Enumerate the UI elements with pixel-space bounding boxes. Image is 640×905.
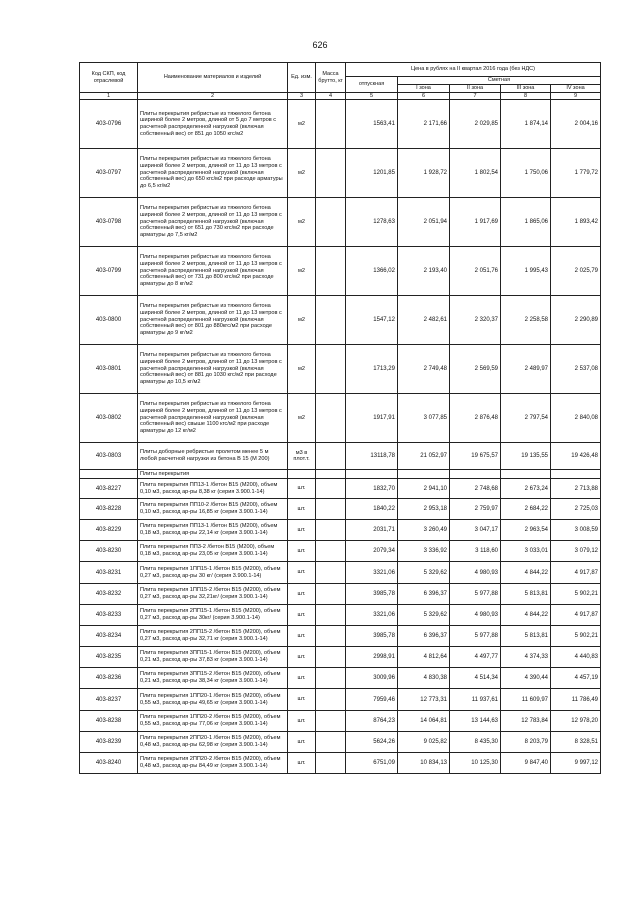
table-row <box>80 689 601 711</box>
row-code: 403-0801 <box>80 345 138 394</box>
row-mass <box>316 584 346 605</box>
row-unit: шт. <box>288 753 316 774</box>
row-release-price: 1832,70 <box>346 479 398 499</box>
group-row <box>80 470 601 479</box>
row-zone-2-price: 4 980,93 <box>450 562 501 584</box>
row-zone-2-price: 2 759,97 <box>450 499 501 520</box>
row-zone-4-price: 8 328,51 <box>551 732 601 753</box>
row-code: 403-8237 <box>80 689 138 711</box>
row-zone-2-price: 2 748,68 <box>450 479 501 499</box>
column-number-row <box>80 93 601 100</box>
header-unit: Ед. изм. <box>288 63 316 93</box>
header-name: Наименование материалов и изделий <box>138 63 288 93</box>
row-unit: шт. <box>288 541 316 562</box>
row-zone-3-price: 11 609,97 <box>501 689 551 711</box>
row-unit: шт. <box>288 605 316 626</box>
row-mass <box>316 149 346 198</box>
row-code: 403-0796 <box>80 100 138 149</box>
row-release-price: 1201,85 <box>346 149 398 198</box>
row-code: 403-8230 <box>80 541 138 562</box>
header-mass: Масса брутто, кг <box>316 63 346 93</box>
row-zone-2-price: 10 125,30 <box>450 753 501 774</box>
row-mass <box>316 647 346 668</box>
col-number: 2 <box>138 93 288 100</box>
row-zone-4-price: 3 008,59 <box>551 520 601 541</box>
row-mass <box>316 626 346 647</box>
row-zone-2-price: 2 876,48 <box>450 394 501 443</box>
row-zone-1-price: 9 025,82 <box>398 732 450 753</box>
row-unit: шт. <box>288 626 316 647</box>
col-number: 5 <box>346 93 398 100</box>
row-zone-3-price: 2 963,54 <box>501 520 551 541</box>
row-name: Плиты перекрытия ребристые из тяжелого бетона шириной более 2 метров, длиной от 11 до 13 метров с расчетной распределенной нагрузкой (включая собственный вес) от 731 до 800 кгс/м2 при расходе арматуры до 8 кг/м2 <box>138 247 288 296</box>
row-unit: шт. <box>288 711 316 732</box>
row-release-price: 7959,46 <box>346 689 398 711</box>
row-zone-3-price: 12 783,84 <box>501 711 551 732</box>
table-body <box>80 100 601 774</box>
row-zone-1-price: 14 064,81 <box>398 711 450 732</box>
table-row <box>80 732 601 753</box>
row-mass <box>316 520 346 541</box>
row-mass <box>316 394 346 443</box>
row-name: Плита перекрытия 1ПП15-2 /бетон В15 (М200), объем 0,27 м3, расход ар-ры 32,21кг/ (серия 3.900.1-14) <box>138 584 288 605</box>
row-name: Плита перекрытия 3ПП15-2 /бетон В15 (М200), объем 0,21 м3, расход ар-ры 38,34 кг (серия 3.900.1-14) <box>138 668 288 689</box>
row-zone-4-price: 4 440,83 <box>551 647 601 668</box>
row-zone-1-price <box>398 470 450 479</box>
row-zone-1-price: 10 834,13 <box>398 753 450 774</box>
row-zone-4-price: 5 902,21 <box>551 626 601 647</box>
table-row <box>80 584 601 605</box>
row-zone-4-price: 1 779,72 <box>551 149 601 198</box>
row-mass <box>316 605 346 626</box>
col-number: 4 <box>316 93 346 100</box>
row-release-price: 1547,12 <box>346 296 398 345</box>
row-release-price: 1366,02 <box>346 247 398 296</box>
row-zone-2-price: 2 569,59 <box>450 345 501 394</box>
table-row <box>80 479 601 499</box>
table-row <box>80 753 601 774</box>
row-unit: м2 <box>288 100 316 149</box>
row-zone-3-price: 4 844,22 <box>501 562 551 584</box>
row-zone-2-price: 4 980,93 <box>450 605 501 626</box>
row-zone-2-price: 3 118,60 <box>450 541 501 562</box>
row-zone-1-price: 21 052,97 <box>398 443 450 470</box>
row-zone-2-price: 2 320,37 <box>450 296 501 345</box>
row-code: 403-0802 <box>80 394 138 443</box>
header-code: Код СКП, код отраслевой <box>80 63 138 93</box>
row-release-price: 3321,06 <box>346 562 398 584</box>
row-code: 403-0798 <box>80 198 138 247</box>
header-zone-1: I зона <box>398 85 450 93</box>
row-release-price: 3985,78 <box>346 584 398 605</box>
row-code: 403-8240 <box>80 753 138 774</box>
row-mass <box>316 541 346 562</box>
row-zone-3-price: 2 684,22 <box>501 499 551 520</box>
row-unit: м2 <box>288 394 316 443</box>
row-zone-2-price: 3 047,17 <box>450 520 501 541</box>
table-row <box>80 100 601 149</box>
row-release-price: 1713,29 <box>346 345 398 394</box>
row-zone-4-price <box>551 470 601 479</box>
table-row <box>80 711 601 732</box>
row-mass <box>316 711 346 732</box>
table-row <box>80 626 601 647</box>
row-zone-1-price: 4 830,38 <box>398 668 450 689</box>
row-zone-2-price: 1 802,54 <box>450 149 501 198</box>
table-row <box>80 149 601 198</box>
table-row <box>80 198 601 247</box>
row-zone-3-price: 2 489,97 <box>501 345 551 394</box>
row-unit: м2 <box>288 296 316 345</box>
row-zone-3-price: 2 797,54 <box>501 394 551 443</box>
row-zone-2-price: 1 917,69 <box>450 198 501 247</box>
row-zone-3-price: 9 847,40 <box>501 753 551 774</box>
header-zone-3: III зона <box>501 85 551 93</box>
row-zone-4-price: 9 997,12 <box>551 753 601 774</box>
row-zone-1-price: 6 396,37 <box>398 626 450 647</box>
row-code: 403-0799 <box>80 247 138 296</box>
row-zone-1-price: 1 928,72 <box>398 149 450 198</box>
row-release-price: 2079,34 <box>346 541 398 562</box>
row-zone-3-price: 5 813,81 <box>501 626 551 647</box>
row-name: Плиты перекрытия ребристые из тяжелого бетона шириной более 2 метров, длиной от 5 до 7 метров с расчетной распределенной нагрузкой (включая собственный вес) от 851 до 1050 кгс/м2 <box>138 100 288 149</box>
row-zone-1-price: 2 193,40 <box>398 247 450 296</box>
row-unit: м2 <box>288 149 316 198</box>
table-row <box>80 247 601 296</box>
row-zone-1-price: 5 329,62 <box>398 605 450 626</box>
row-zone-1-price: 4 812,64 <box>398 647 450 668</box>
row-zone-4-price: 1 893,42 <box>551 198 601 247</box>
row-zone-2-price: 5 977,88 <box>450 626 501 647</box>
row-code: 403-8229 <box>80 520 138 541</box>
row-zone-3-price: 4 844,22 <box>501 605 551 626</box>
row-zone-3-price <box>501 470 551 479</box>
row-zone-4-price: 3 079,12 <box>551 541 601 562</box>
row-code: 403-0800 <box>80 296 138 345</box>
row-zone-3-price: 1 750,06 <box>501 149 551 198</box>
row-name: Плита перекрытия 2ПП20-2 /бетон В15 (М200), объем 0,48 м3, расход ар-ры 84,49 кг (серия 3.900.1-14) <box>138 753 288 774</box>
row-release-price: 6751,09 <box>346 753 398 774</box>
row-zone-1-price: 2 482,61 <box>398 296 450 345</box>
row-unit: шт. <box>288 499 316 520</box>
row-code: 403-8238 <box>80 711 138 732</box>
row-mass <box>316 479 346 499</box>
row-code: 403-8239 <box>80 732 138 753</box>
row-release-price: 1840,22 <box>346 499 398 520</box>
table-row <box>80 296 601 345</box>
row-name: Плита перекрытия 1ПП15-1 /бетон В15 (М200), объем 0,27 м3, расход ар-ры 30 кг/ (серия 3.900.1-14) <box>138 562 288 584</box>
table-row <box>80 394 601 443</box>
table-row <box>80 647 601 668</box>
col-number: 7 <box>450 93 501 100</box>
row-code: 403-8236 <box>80 668 138 689</box>
row-name: Плиты перекрытия ребристые из тяжелого бетона шириной более 2 метров, длиной от 11 до 13 метров с расчетной распределенной нагрузкой (включая собственный вес) свыше 1100 кгс/м2 при расходе арматуры до 12 кг/м2 <box>138 394 288 443</box>
row-unit <box>288 470 316 479</box>
row-zone-3-price: 1 874,14 <box>501 100 551 149</box>
row-zone-4-price: 2 713,88 <box>551 479 601 499</box>
row-zone-1-price: 3 336,92 <box>398 541 450 562</box>
row-zone-2-price: 11 937,61 <box>450 689 501 711</box>
table-row <box>80 668 601 689</box>
row-name: Плита перекрытия 2ПП15-2 /бетон В15 (М200), объем 0,27 м3, расход ар-ры 32,71 кг (серия 3.900.1-14) <box>138 626 288 647</box>
row-release-price: 1278,63 <box>346 198 398 247</box>
row-mass <box>316 668 346 689</box>
row-name: Плита перекрытия 3ПП15-1 /бетон В15 (М200), объем 0,21 м3, расход ар-ры 37,83 кг (серия 3.900.1-14) <box>138 647 288 668</box>
row-code: 403-8227 <box>80 479 138 499</box>
row-release-price: 3009,96 <box>346 668 398 689</box>
row-release-price: 1917,91 <box>346 394 398 443</box>
row-unit: м2 <box>288 345 316 394</box>
row-name: Плиты перекрытия ребристые из тяжелого бетона шириной более 2 метров, длиной от 11 до 13 метров с расчетной распределенной нагрузкой (включая собственный вес) от 801 до 880кгс/м2 при расходе арматуры до 9 кг/м2 <box>138 296 288 345</box>
header-estimate: Сметная <box>398 77 601 85</box>
row-zone-3-price: 5 813,81 <box>501 584 551 605</box>
table-row <box>80 443 601 470</box>
row-zone-2-price: 19 675,57 <box>450 443 501 470</box>
row-name: Плиты перекрытия ребристые из тяжелого бетона шириной более 2 метров, длиной от 11 до 13 метров с расчетной распределенной нагрузкой (включая собственный вес) от 881 до 1030 кгс/м2 при расходе арматуры до 10,5 кг/м2 <box>138 345 288 394</box>
row-mass <box>316 345 346 394</box>
row-mass <box>316 753 346 774</box>
row-zone-1-price: 3 077,85 <box>398 394 450 443</box>
row-name: Плиты перекрытия ребристые из тяжелого бетона шириной более 2 метров, длиной от 11 до 13 метров с расчетной распределенной нагрузкой (включая собственный вес) от 651 до 730 кгс/м2 при расходе арматуры до 7,5 кг/м2 <box>138 198 288 247</box>
row-release-price: 13118,78 <box>346 443 398 470</box>
table-header <box>80 63 601 100</box>
table-row <box>80 541 601 562</box>
row-zone-3-price: 19 135,55 <box>501 443 551 470</box>
row-unit: шт. <box>288 520 316 541</box>
row-mass <box>316 100 346 149</box>
col-number: 8 <box>501 93 551 100</box>
row-unit: шт. <box>288 562 316 584</box>
row-code: 403-8235 <box>80 647 138 668</box>
col-number: 9 <box>551 93 601 100</box>
row-zone-3-price: 4 374,33 <box>501 647 551 668</box>
row-zone-3-price: 2 673,24 <box>501 479 551 499</box>
table-row <box>80 499 601 520</box>
row-code: 403-0803 <box>80 443 138 470</box>
row-zone-2-price: 8 435,30 <box>450 732 501 753</box>
row-code: 403-8232 <box>80 584 138 605</box>
table-row <box>80 520 601 541</box>
table-row <box>80 562 601 584</box>
row-zone-3-price: 1 995,43 <box>501 247 551 296</box>
row-mass <box>316 470 346 479</box>
row-zone-1-price: 2 749,48 <box>398 345 450 394</box>
row-release-price <box>346 470 398 479</box>
row-zone-1-price: 2 051,94 <box>398 198 450 247</box>
header-price-title: Цена в рублях на II квартал 2016 года (без НДС) <box>346 63 601 77</box>
row-zone-2-price: 4 514,34 <box>450 668 501 689</box>
row-zone-4-price: 4 457,19 <box>551 668 601 689</box>
row-unit: м3 в плот.т. <box>288 443 316 470</box>
row-unit: шт. <box>288 584 316 605</box>
row-release-price: 2031,71 <box>346 520 398 541</box>
row-zone-1-price: 5 329,62 <box>398 562 450 584</box>
row-zone-1-price: 12 773,31 <box>398 689 450 711</box>
row-unit: шт. <box>288 668 316 689</box>
row-unit: шт. <box>288 647 316 668</box>
row-name: Плита перекрытия 1ПП20-1 /бетон В15 (М200), объем 0,55 м3, расход ар-ры 49,65 кг (серия 3.900.1-14) <box>138 689 288 711</box>
row-zone-4-price: 4 917,87 <box>551 562 601 584</box>
row-name: Плиты перекрытия ребристые из тяжелого бетона шириной более 2 метров, длиной от 11 до 13 метров с расчетной распределенной нагрузкой (включая собственный вес) до 650 кгс/м2 при расходе арматуры до 6,5 кг/м2 <box>138 149 288 198</box>
row-name: Плита перекрытия 2ПП15-1 /бетон В15 (М200), объем 0,27 м3, расход ар-ры 30кг/ (серия 3.900.1-14) <box>138 605 288 626</box>
row-mass <box>316 443 346 470</box>
row-zone-2-price: 13 144,63 <box>450 711 501 732</box>
row-code: 403-0797 <box>80 149 138 198</box>
row-unit: м2 <box>288 247 316 296</box>
row-zone-3-price: 1 865,06 <box>501 198 551 247</box>
table-row <box>80 605 601 626</box>
row-zone-4-price: 5 902,21 <box>551 584 601 605</box>
row-name: Плиты доборные ребристые пролетом менее 5 м любой расчетной нагрузки из бетона В 15 (М 200) <box>138 443 288 470</box>
row-mass <box>316 247 346 296</box>
row-zone-4-price: 2 537,08 <box>551 345 601 394</box>
row-unit: м2 <box>288 198 316 247</box>
row-unit: шт. <box>288 689 316 711</box>
row-zone-3-price: 8 203,79 <box>501 732 551 753</box>
row-zone-2-price: 2 051,76 <box>450 247 501 296</box>
row-zone-1-price: 2 941,10 <box>398 479 450 499</box>
row-zone-4-price: 19 426,48 <box>551 443 601 470</box>
header-zone-2: II зона <box>450 85 501 93</box>
row-zone-4-price: 12 978,20 <box>551 711 601 732</box>
row-zone-1-price: 3 260,49 <box>398 520 450 541</box>
col-number: 3 <box>288 93 316 100</box>
row-code: 403-8234 <box>80 626 138 647</box>
row-zone-2-price: 2 029,85 <box>450 100 501 149</box>
row-zone-1-price: 2 171,66 <box>398 100 450 149</box>
row-release-price: 2998,91 <box>346 647 398 668</box>
row-zone-4-price: 4 917,87 <box>551 605 601 626</box>
row-zone-2-price: 5 977,88 <box>450 584 501 605</box>
row-zone-2-price: 4 497,77 <box>450 647 501 668</box>
row-zone-4-price: 2 290,89 <box>551 296 601 345</box>
row-release-price: 3321,06 <box>346 605 398 626</box>
row-mass <box>316 499 346 520</box>
row-name: Плита перекрытия ПП3-2 /бетон В15 (М200), объем 0,18 м3, расход ар-ры 23,05 кг (серия 3.900.1-14) <box>138 541 288 562</box>
row-release-price: 5624,26 <box>346 732 398 753</box>
row-zone-3-price: 2 258,58 <box>501 296 551 345</box>
row-zone-3-price: 4 390,44 <box>501 668 551 689</box>
row-mass <box>316 689 346 711</box>
row-release-price: 1563,41 <box>346 100 398 149</box>
page-number: 626 <box>312 40 328 50</box>
header-release: отпускная <box>346 77 398 93</box>
row-zone-1-price: 2 953,18 <box>398 499 450 520</box>
row-zone-4-price: 2 004,16 <box>551 100 601 149</box>
row-zone-4-price: 2 840,08 <box>551 394 601 443</box>
row-name: Плита перекрытия ПП13-1 /бетон В15 (М200), объем 0,10 м3, расход ар-ры 8,38 кг (серия 3.900.1-14) <box>138 479 288 499</box>
col-number: 1 <box>80 93 138 100</box>
row-unit: шт. <box>288 479 316 499</box>
row-unit: шт. <box>288 732 316 753</box>
row-zone-2-price <box>450 470 501 479</box>
price-table <box>79 62 601 774</box>
row-zone-3-price: 3 033,01 <box>501 541 551 562</box>
row-code: 403-8231 <box>80 562 138 584</box>
row-code: 403-8233 <box>80 605 138 626</box>
header-zone-4: IV зона <box>551 85 601 93</box>
row-name: Плита перекрытия 1ПП20-2 /бетон В15 (М200), объем 0,55 м3, расход ар-ры 77,06 кг (серия 3.900.1-14) <box>138 711 288 732</box>
row-name: Плита перекрытия ПП13-1 /бетон В15 (М200), объем 0,18 м3, расход ар-ры 22,14 кг (серия 3.900.1-14) <box>138 520 288 541</box>
row-code: 403-8228 <box>80 499 138 520</box>
row-zone-1-price: 6 396,37 <box>398 584 450 605</box>
row-name: Плита перекрытия 2ПП20-1 /бетон В15 (М200), объем 0,48 м3, расход ар-ры 62,98 кг (серия 3.900.1-14) <box>138 732 288 753</box>
col-number: 6 <box>398 93 450 100</box>
row-code <box>80 470 138 479</box>
row-zone-4-price: 11 786,49 <box>551 689 601 711</box>
row-mass <box>316 732 346 753</box>
table-row <box>80 345 601 394</box>
row-mass <box>316 198 346 247</box>
row-mass <box>316 296 346 345</box>
row-release-price: 8764,23 <box>346 711 398 732</box>
row-mass <box>316 562 346 584</box>
row-name: Плиты перекрытия <box>138 470 288 479</box>
row-release-price: 3985,78 <box>346 626 398 647</box>
row-zone-4-price: 2 725,03 <box>551 499 601 520</box>
row-name: Плита перекрытия ПП10-2 /бетон В15 (М200), объем 0,10 м3, расход ар-ры 16,85 кг (серия 3.900.1-14) <box>138 499 288 520</box>
row-zone-4-price: 2 025,79 <box>551 247 601 296</box>
